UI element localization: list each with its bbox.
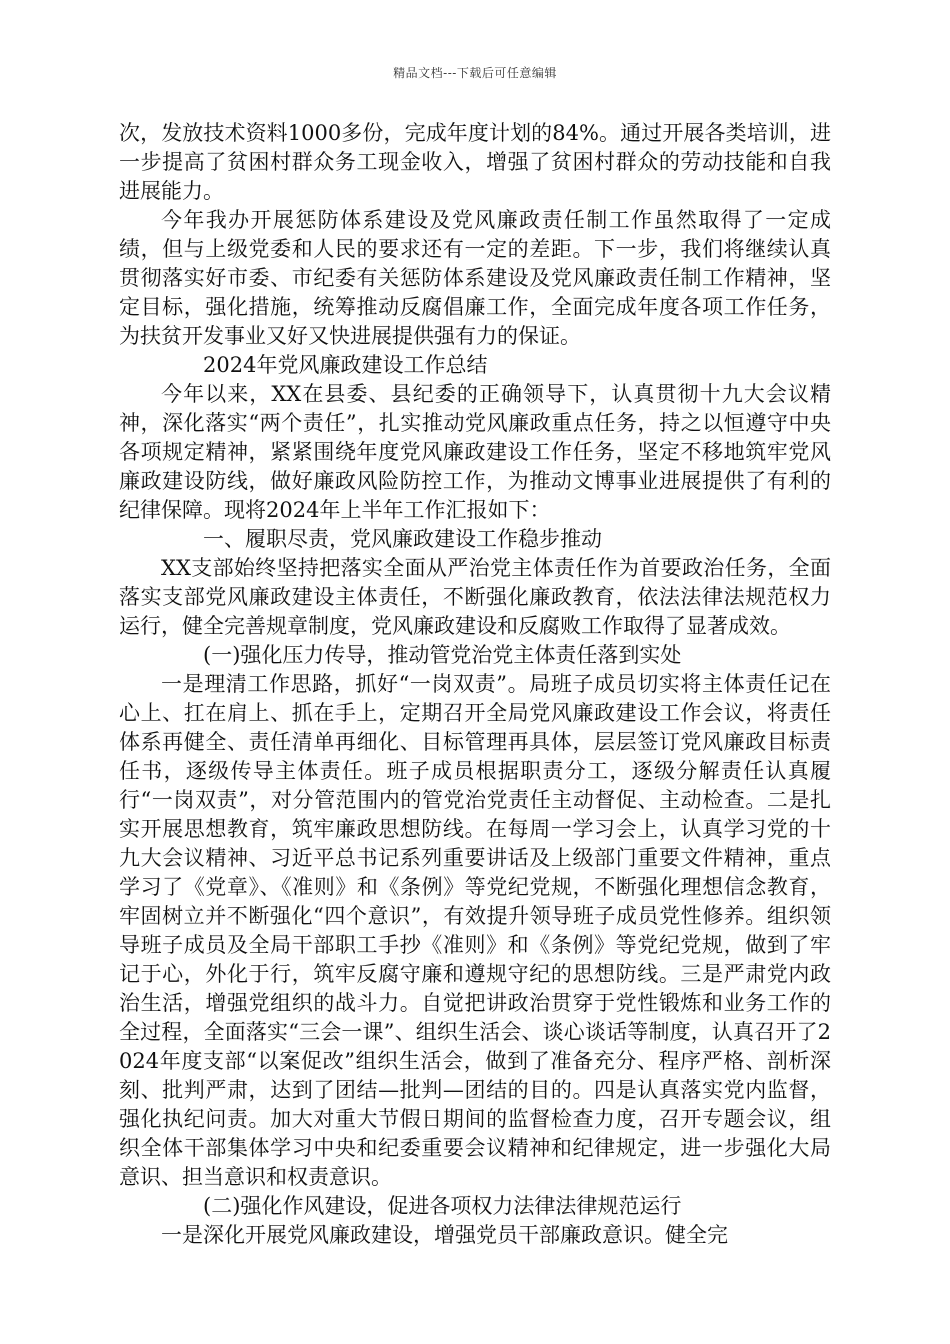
paragraph-intro: 今年以来，XX在县委、县纪委的正确领导下，认真贯彻十九大会议精神，深化落实“两个责任”，扎实推动党风廉政重点任务，持之以恒遵守中央各项规定精神，紧紧围绕年度党风廉政建设工作任务，坚定不移地筑牢党风廉政建设防线，做好廉政风险防控工作，为推动文博事业进展提供了有利的纪律保障。现将2024年上半年工作汇报如下： <box>119 382 831 522</box>
paragraph-section-1: XX支部始终坚持把落实全面从严治党主体责任作为首要政治任务，全面落实支部党风廉政建设主体责任，不断强化廉政教育，依法法律法规范权力运行，健全完善规章制度，党风廉政建设和反腐败工作取得了显著成效。 <box>119 556 831 638</box>
page-header: 精品文档---下载后可任意编辑 <box>393 66 557 80</box>
subsection-heading-1: (一)强化压力传导，推动管党治党主体责任落到实处 <box>203 643 682 667</box>
paragraph-2: 今年我办开展惩防体系建设及党风廉政责任制工作虽然取得了一定成绩，但与上级党委和人民的要求还有一定的差距。下一步，我们将继续认真贯彻落实好市委、市纪委有关惩防体系建设及党风廉政责任制工作精神，坚定目标，强化措施，统筹推动反腐倡廉工作，全面完成年度各项工作任务，为扶贫开发事业又好又快进展提供强有力的保证。 <box>119 208 831 348</box>
paragraph-1: 次，发放技术资料1000多份，完成年度计划的84%。通过开展各类培训，进一步提高了贫困村群众务工现金收入，增强了贫困村群众的劳动技能和自我进展能力。 <box>119 121 831 203</box>
section-heading-1: 一、履职尽责，党风廉政建设工作稳步推动 <box>203 527 602 551</box>
document-body <box>119 119 831 1250</box>
paragraph-subsection-1: 一是理清工作思路，抓好“一岗双责”。局班子成员切实将主体责任记在心上、扛在肩上、抓在手上，定期召开全局党风廉政建设工作会议，将责任体系再健全、责任清单再细化、目标管理再具体，层层签订党风廉政目标责任书，逐级传导主体责任。班子成员根据职责分工，逐级分解责任认真履行“一岗双责”，对分管范围内的管党治党责任主动督促、主动检查。二是扎实开展思想教育，筑牢廉政思想防线。在每周一学习会上，认真学习党的十九大会议精神、习近平总书记系列重要讲话及上级部门重要文件精神，重点学习了《党章》、《准则》和《条例》等党纪党规，不断强化理想信念教育，牢固树立并不断强化“四个意识”，有效提升领导班子成员党性修养。组织领导班子成员及全局干部职工手抄《准则》和《条例》等党纪党规，做到了牢记于心，外化于行，筑牢反腐守廉和遵规守纪的思想防线。三是严肃党内政治生活，增强党组织的战斗力。自觉把讲政治贯穿于党性锻炼和业务工作的全过程，全面落实“三会一课”、组织生活会、谈心谈话等制度，认真召开了2024年度支部“以案促改”组织生活会，做到了准备充分、程序严格、剖析深刻、批判严肃，达到了团结—批判—团结的目的。四是认真落实党内监督，强化执纪问责。加大对重大节假日期间的监督检查力度，召开专题会议，组织全体干部集体学习中央和纪委重要会议精神和纪律规定，进一步强化大局意识、担当意识和权责意识。 <box>119 672 831 1189</box>
paragraph-subsection-2: 一是深化开展党风廉政建设，增强党员干部廉政意识。健全完 <box>161 1223 728 1247</box>
subsection-heading-2: (二)强化作风建设，促进各项权力法律法律规范运行 <box>203 1194 682 1218</box>
document-title: 2024年党风廉政建设工作总结 <box>203 353 488 377</box>
